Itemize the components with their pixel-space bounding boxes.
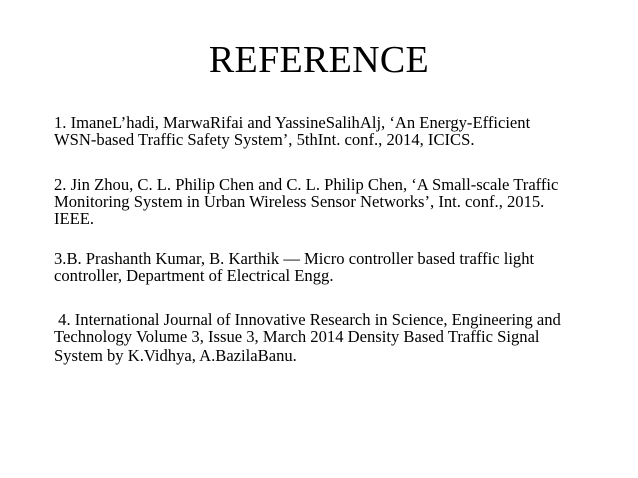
- reference-1: [54, 114, 602, 148]
- reference-4-line-1: 4. International Journal of Innovative Research in Science, Engineering and: [54, 310, 561, 329]
- reference-4-line-2: Technology Volume 3, Issue 3, March 2014 Density Based Traffic Signal: [54, 327, 540, 346]
- reference-2: [54, 176, 602, 227]
- slide-title: REFERENCE: [208, 39, 430, 81]
- reference-4-line-3: System by K.Vidhya, A.BazilaBanu.: [54, 346, 297, 365]
- reference-1-line-1: 1. ImaneL’hadi, MarwaRifai and YassineSalihAlj, ‘An Energy-Efficient: [54, 113, 531, 132]
- reference-2-line-2: Monitoring System in Urban Wireless Sensor Networks’, Int. conf., 2015.: [54, 192, 545, 211]
- reference-3-line-1: 3.B. Prashanth Kumar, B. Karthik ― Micro controller based traffic light: [54, 249, 535, 268]
- reference-3-line-2: controller, Department of Electrical Engg.: [54, 266, 334, 285]
- reference-2-line-1: 2. Jin Zhou, C. L. Philip Chen and C. L. Philip Chen, ‘A Small-scale Traffic: [54, 175, 559, 194]
- reference-1-line-2: WSN-based Traffic Safety System’, 5thInt. conf., 2014, ICICS.: [54, 130, 475, 149]
- reference-3: [54, 250, 602, 284]
- reference-2-line-3: IEEE.: [54, 209, 95, 228]
- reference-4: [54, 311, 602, 364]
